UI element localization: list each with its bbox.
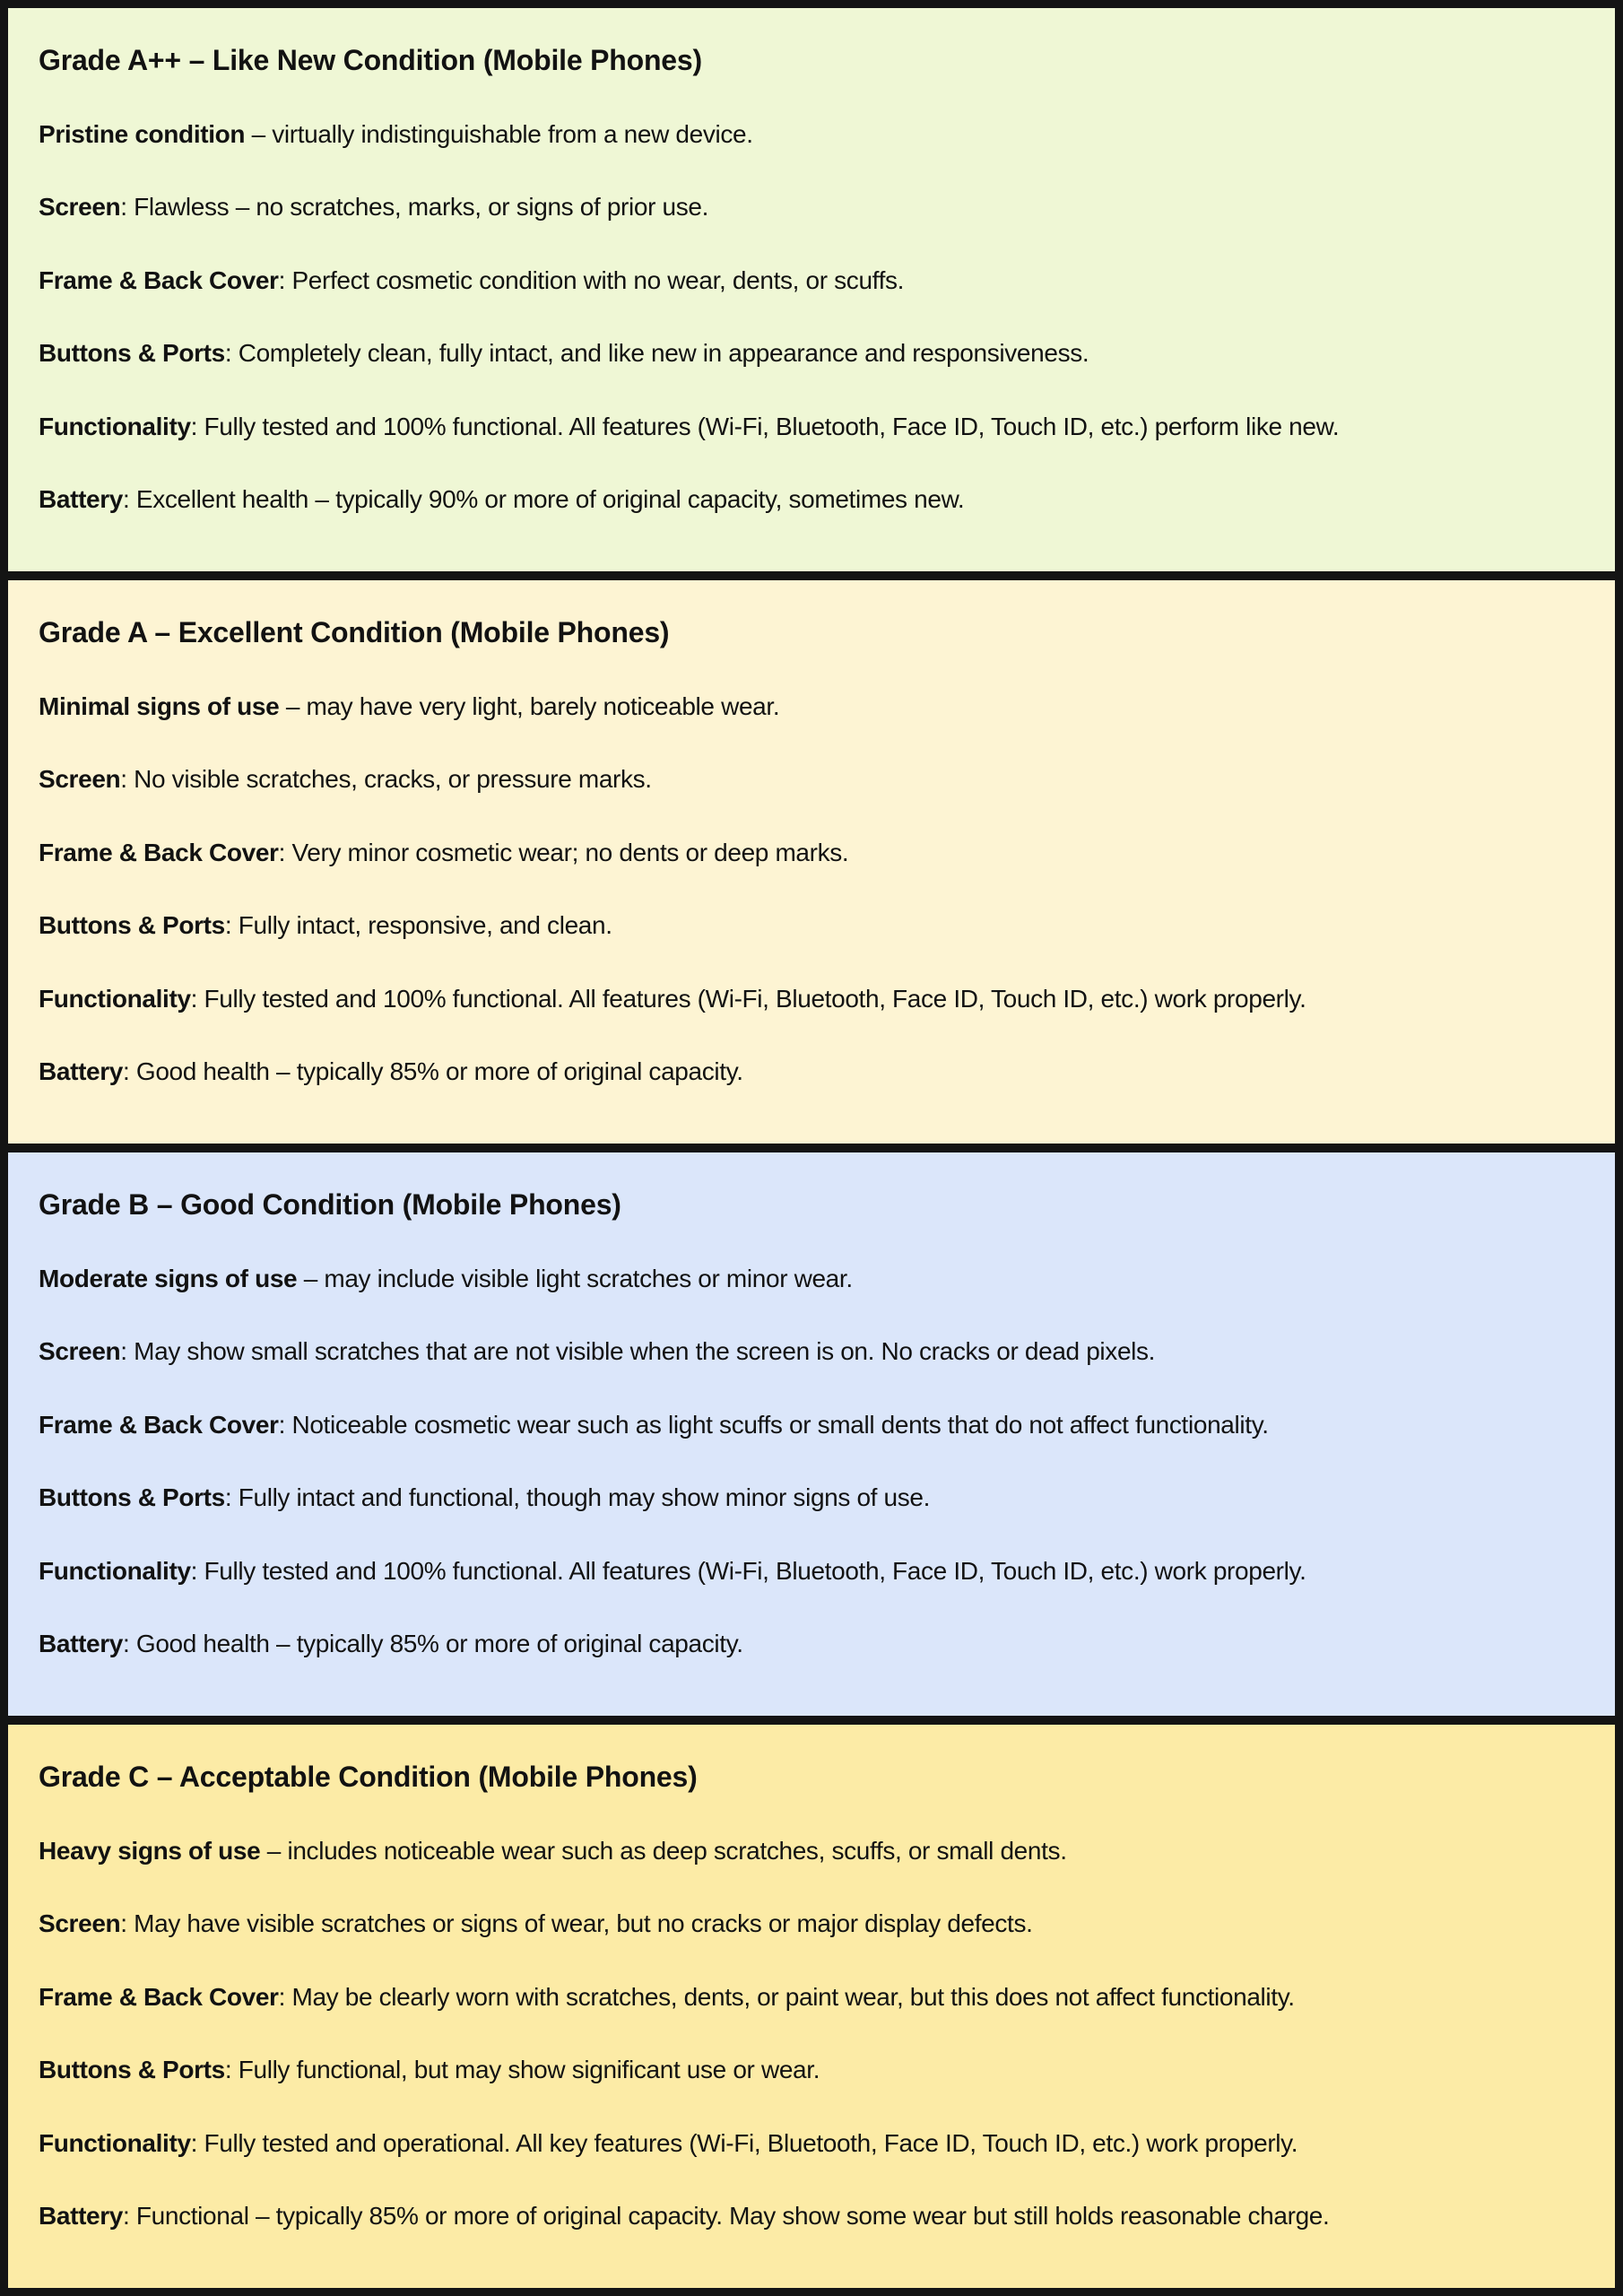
condition-item (39, 763, 1584, 796)
condition-text: Fully tested and 100% functional. All features (Wi-Fi, Bluetooth, Face ID, Touch ID, etc.) perform like new. (204, 412, 1340, 440)
condition-label: Screen (39, 765, 121, 794)
condition-item (39, 265, 1584, 297)
condition-label: Functionality (39, 2128, 191, 2157)
condition-text: Noticeable cosmetic wear such as light scuffs or small dents that do not affect functionality. (291, 1410, 1269, 1439)
grade-section-b (8, 1152, 1615, 1716)
condition-label: Screen (39, 1337, 121, 1366)
condition-item (39, 1555, 1584, 1587)
separator: : (278, 265, 292, 294)
separator: : (190, 984, 204, 1013)
grade-section-a-plus-plus (8, 8, 1615, 571)
condition-item (39, 1908, 1584, 1940)
condition-label: Battery (39, 484, 124, 513)
section-title: Grade A – Excellent Condition (Mobile Phones) (39, 616, 670, 648)
separator: : (278, 1410, 292, 1439)
condition-item (39, 909, 1584, 942)
condition-label: Functionality (39, 984, 191, 1013)
condition-label: Buttons & Ports (39, 2056, 225, 2084)
condition-item (39, 1628, 1584, 1660)
separator: : (123, 484, 136, 513)
condition-text: Excellent health – typically 90% or more of original capacity, sometimes new. (135, 484, 965, 513)
condition-item (39, 1482, 1584, 1514)
condition-item (39, 983, 1584, 1015)
condition-label: Frame & Back Cover (39, 1410, 279, 1439)
condition-text: Fully tested and 100% functional. All features (Wi-Fi, Bluetooth, Face ID, Touch ID, etc.) work properly. (204, 1556, 1306, 1585)
condition-label: Minimal signs of use (39, 692, 280, 720)
separator: – (260, 1837, 288, 1865)
section-title: Grade C – Acceptable Condition (Mobile Phones) (39, 1761, 698, 1793)
condition-item (39, 2127, 1584, 2160)
section-title: Grade A++ – Like New Condition (Mobile Phones) (39, 44, 702, 76)
section-title: Grade B – Good Condition (Mobile Phones) (39, 1188, 621, 1221)
separator: : (190, 1556, 204, 1585)
condition-item (39, 483, 1584, 516)
separator: – (279, 692, 307, 720)
condition-text: May have visible scratches or signs of wear, but no cracks or major display defects. (134, 1909, 1033, 1938)
condition-label: Heavy signs of use (39, 1837, 261, 1865)
condition-label: Functionality (39, 412, 191, 440)
condition-label: Buttons & Ports (39, 339, 225, 368)
condition-label: Battery (39, 1629, 124, 1657)
condition-text: Fully tested and operational. All key features (Wi-Fi, Bluetooth, Face ID, Touch ID, etc.) work properly. (204, 2128, 1298, 2157)
separator: : (120, 193, 135, 222)
separator: : (190, 412, 204, 440)
separator: : (120, 1909, 135, 1938)
separator: – (245, 120, 273, 148)
condition-text: virtually indistinguishable from a new device. (272, 120, 753, 148)
separator: : (123, 2201, 136, 2230)
condition-text: may have very light, barely noticeable wear. (306, 692, 780, 720)
condition-label: Frame & Back Cover (39, 838, 279, 866)
condition-item (39, 1335, 1584, 1368)
grade-section-c (8, 1725, 1615, 2288)
condition-label: Buttons & Ports (39, 1483, 225, 1512)
separator: : (278, 1982, 292, 2011)
separator: : (224, 339, 239, 368)
condition-item (39, 2054, 1584, 2086)
separator: : (224, 911, 239, 940)
condition-label: Functionality (39, 1556, 191, 1585)
condition-label: Moderate signs of use (39, 1265, 298, 1292)
condition-label: Frame & Back Cover (39, 1982, 279, 2011)
separator: : (120, 765, 135, 794)
condition-text: Functional – typically 85% or more of original capacity. May show some wear but still holds reasonable charge. (135, 2201, 1330, 2230)
condition-item (39, 837, 1584, 869)
condition-item (39, 1835, 1584, 1867)
condition-item (39, 1409, 1584, 1441)
condition-text: Flawless – no scratches, marks, or signs of prior use. (134, 193, 709, 222)
condition-text: May show small scratches that are not visible when the screen is on. No cracks or dead pixels. (134, 1337, 1156, 1366)
condition-label: Battery (39, 1057, 124, 1085)
condition-label: Pristine condition (39, 120, 246, 148)
condition-item (39, 118, 1584, 151)
condition-item (39, 2200, 1584, 2232)
condition-text: Good health – typically 85% or more of original capacity. (135, 1629, 743, 1657)
condition-text: May be clearly worn with scratches, dents, or paint wear, but this does not affect functionality. (291, 1982, 1295, 2011)
condition-text: Good health – typically 85% or more of original capacity. (135, 1057, 743, 1085)
condition-text: Fully tested and 100% functional. All features (Wi-Fi, Bluetooth, Face ID, Touch ID, etc.) work properly. (204, 984, 1306, 1013)
condition-label: Buttons & Ports (39, 911, 225, 940)
condition-text: Fully intact and functional, though may show minor signs of use. (238, 1483, 931, 1512)
condition-label: Screen (39, 193, 121, 222)
condition-text: Perfect cosmetic condition with no wear, dents, or scuffs. (291, 265, 905, 294)
condition-text: Very minor cosmetic wear; no dents or deep marks. (291, 838, 849, 866)
separator: : (224, 2056, 239, 2084)
separator: : (120, 1337, 135, 1366)
separator: : (190, 2128, 204, 2157)
condition-text: may include visible light scratches or minor wear. (324, 1265, 853, 1292)
separator: – (297, 1265, 325, 1292)
condition-item (39, 1056, 1584, 1088)
condition-text: No visible scratches, cracks, or pressure marks. (134, 765, 652, 794)
condition-item (39, 1981, 1584, 2013)
condition-label: Frame & Back Cover (39, 265, 279, 294)
separator: : (278, 838, 292, 866)
condition-text: Completely clean, fully intact, and like new in appearance and responsiveness. (238, 339, 1089, 368)
condition-label: Battery (39, 2201, 124, 2230)
separator: : (123, 1057, 136, 1085)
condition-text: includes noticeable wear such as deep scratches, scuffs, or small dents. (287, 1837, 1067, 1865)
condition-item (39, 337, 1584, 370)
separator: : (224, 1483, 239, 1512)
condition-item (39, 411, 1584, 443)
condition-item (39, 191, 1584, 223)
separator: : (123, 1629, 136, 1657)
condition-item (39, 1263, 1584, 1295)
condition-text: Fully intact, responsive, and clean. (238, 911, 612, 940)
condition-text: Fully functional, but may show significant use or wear. (238, 2056, 820, 2084)
condition-item (39, 691, 1584, 723)
grade-section-a (8, 580, 1615, 1144)
condition-label: Screen (39, 1909, 121, 1938)
